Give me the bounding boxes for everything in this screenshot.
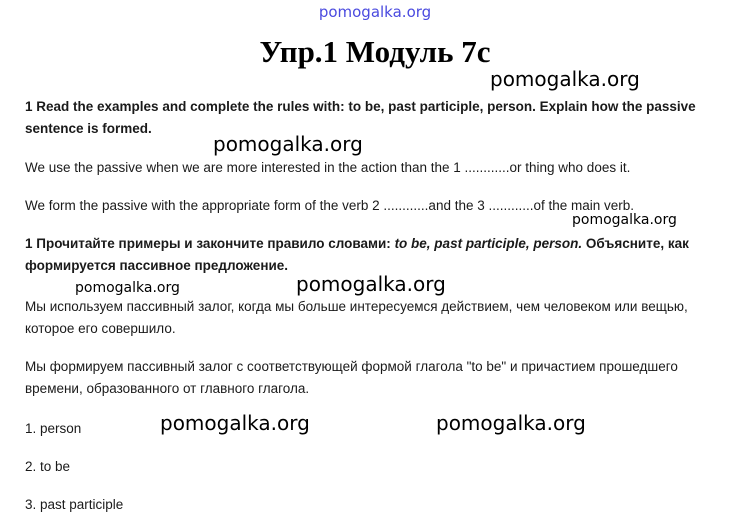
watermark: pomogalka.org — [490, 67, 640, 91]
rule-1-en: We use the passive when we are more interested in the action than the 1 ............or thing who does it. — [25, 160, 631, 175]
watermark: pomogalka.org — [436, 411, 586, 435]
site-link[interactable]: pomogalka.org — [318, 3, 432, 21]
task-heading-en: 1 Read the examples and complete the rules with: to be, past participle, person. Explain how the passive sentence is formed. — [25, 99, 696, 136]
watermark: pomogalka.org — [213, 132, 363, 156]
answer-item: 1. person — [25, 421, 82, 436]
task-heading-ru-words: to be, past participle, person. — [394, 236, 583, 251]
page-title: Упр.1 Модуль 7c — [259, 34, 491, 69]
watermark: pomogalka.org — [160, 411, 310, 435]
watermark: pomogalka.org — [75, 280, 180, 296]
task-heading-ru-prefix: 1 Прочитайте примеры и закончите правило словами: — [25, 236, 395, 251]
task-heading-ru-suffix: Объясните, как формируется пассивное предложение. — [25, 236, 689, 273]
watermark: pomogalka.org — [572, 212, 677, 228]
rule-2-ru: Мы формируем пассивный залог с соответствующей формой глагола "to be" и причастием прошедшего времени, образованного от главного глагола. — [25, 359, 678, 396]
rule-2-en: We form the passive with the appropriate form of the verb 2 ............and the 3 ............of the main verb. — [25, 198, 635, 213]
rule-1-ru: Мы используем пассивный залог, когда мы больше интересуемся действием, чем человеком или вещью, которое его совершило. — [25, 299, 688, 336]
task-heading-ru — [25, 233, 725, 277]
answer-item: 3. past participle — [25, 497, 124, 512]
watermark: pomogalka.org — [296, 272, 446, 296]
answer-item: 2. to be — [25, 459, 71, 474]
